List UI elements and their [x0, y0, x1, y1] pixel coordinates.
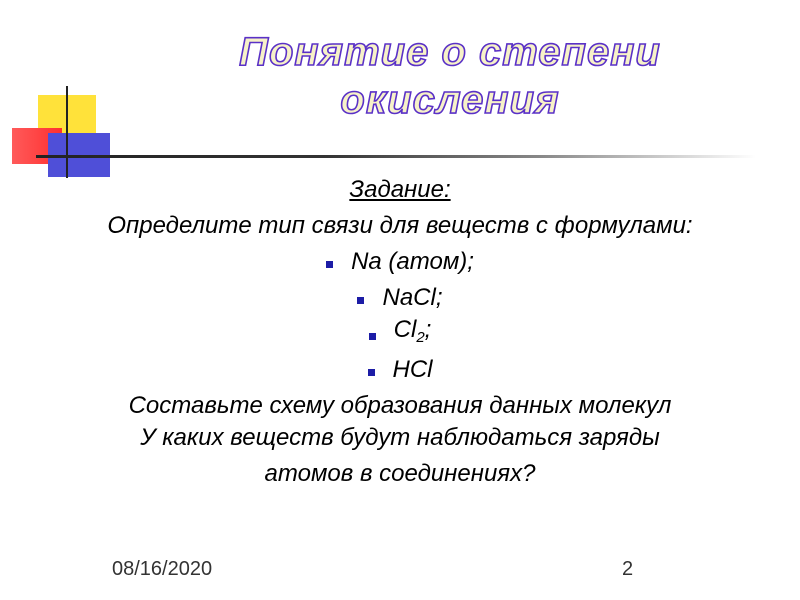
bullet-text-cl2: [394, 312, 432, 356]
slide-body: [30, 172, 770, 496]
task-label: Задание:: [349, 176, 451, 203]
page-number: 2: [622, 558, 634, 580]
footer-date: 08/16/2020: [112, 558, 213, 580]
instruction-text: Определите тип связи для веществ с формулами:: [107, 212, 693, 239]
slide-title: [170, 28, 730, 124]
title-line-1: Понятие о степени: [239, 30, 661, 74]
bullet-text: HCl: [392, 356, 433, 383]
formula-cl: Cl: [393, 316, 417, 343]
bullet-text: NaCl;: [382, 284, 443, 311]
bullet-text: Na (атом);: [351, 248, 474, 275]
title-line-2: окисления: [340, 78, 560, 122]
scheme-instruction: Составьте схему образования данных молекул: [128, 392, 672, 419]
bullet-square-icon: [326, 261, 333, 268]
bullet-square-icon: [369, 333, 376, 340]
question-line-2: атомов в соединениях?: [264, 460, 536, 487]
bullet-square-icon: [357, 297, 364, 304]
bullet-square-icon: [368, 369, 375, 376]
formula-subscript: 2: [416, 329, 425, 346]
list-item: [30, 280, 770, 316]
list-item: [30, 244, 770, 280]
formula-suffix: ;: [424, 316, 432, 343]
decor-vertical-line: [66, 86, 68, 178]
list-item: [30, 352, 770, 388]
title-divider-line: [36, 155, 756, 158]
question-line-1: У каких веществ будут наблюдаться заряды: [140, 424, 660, 451]
list-item: [30, 316, 770, 352]
